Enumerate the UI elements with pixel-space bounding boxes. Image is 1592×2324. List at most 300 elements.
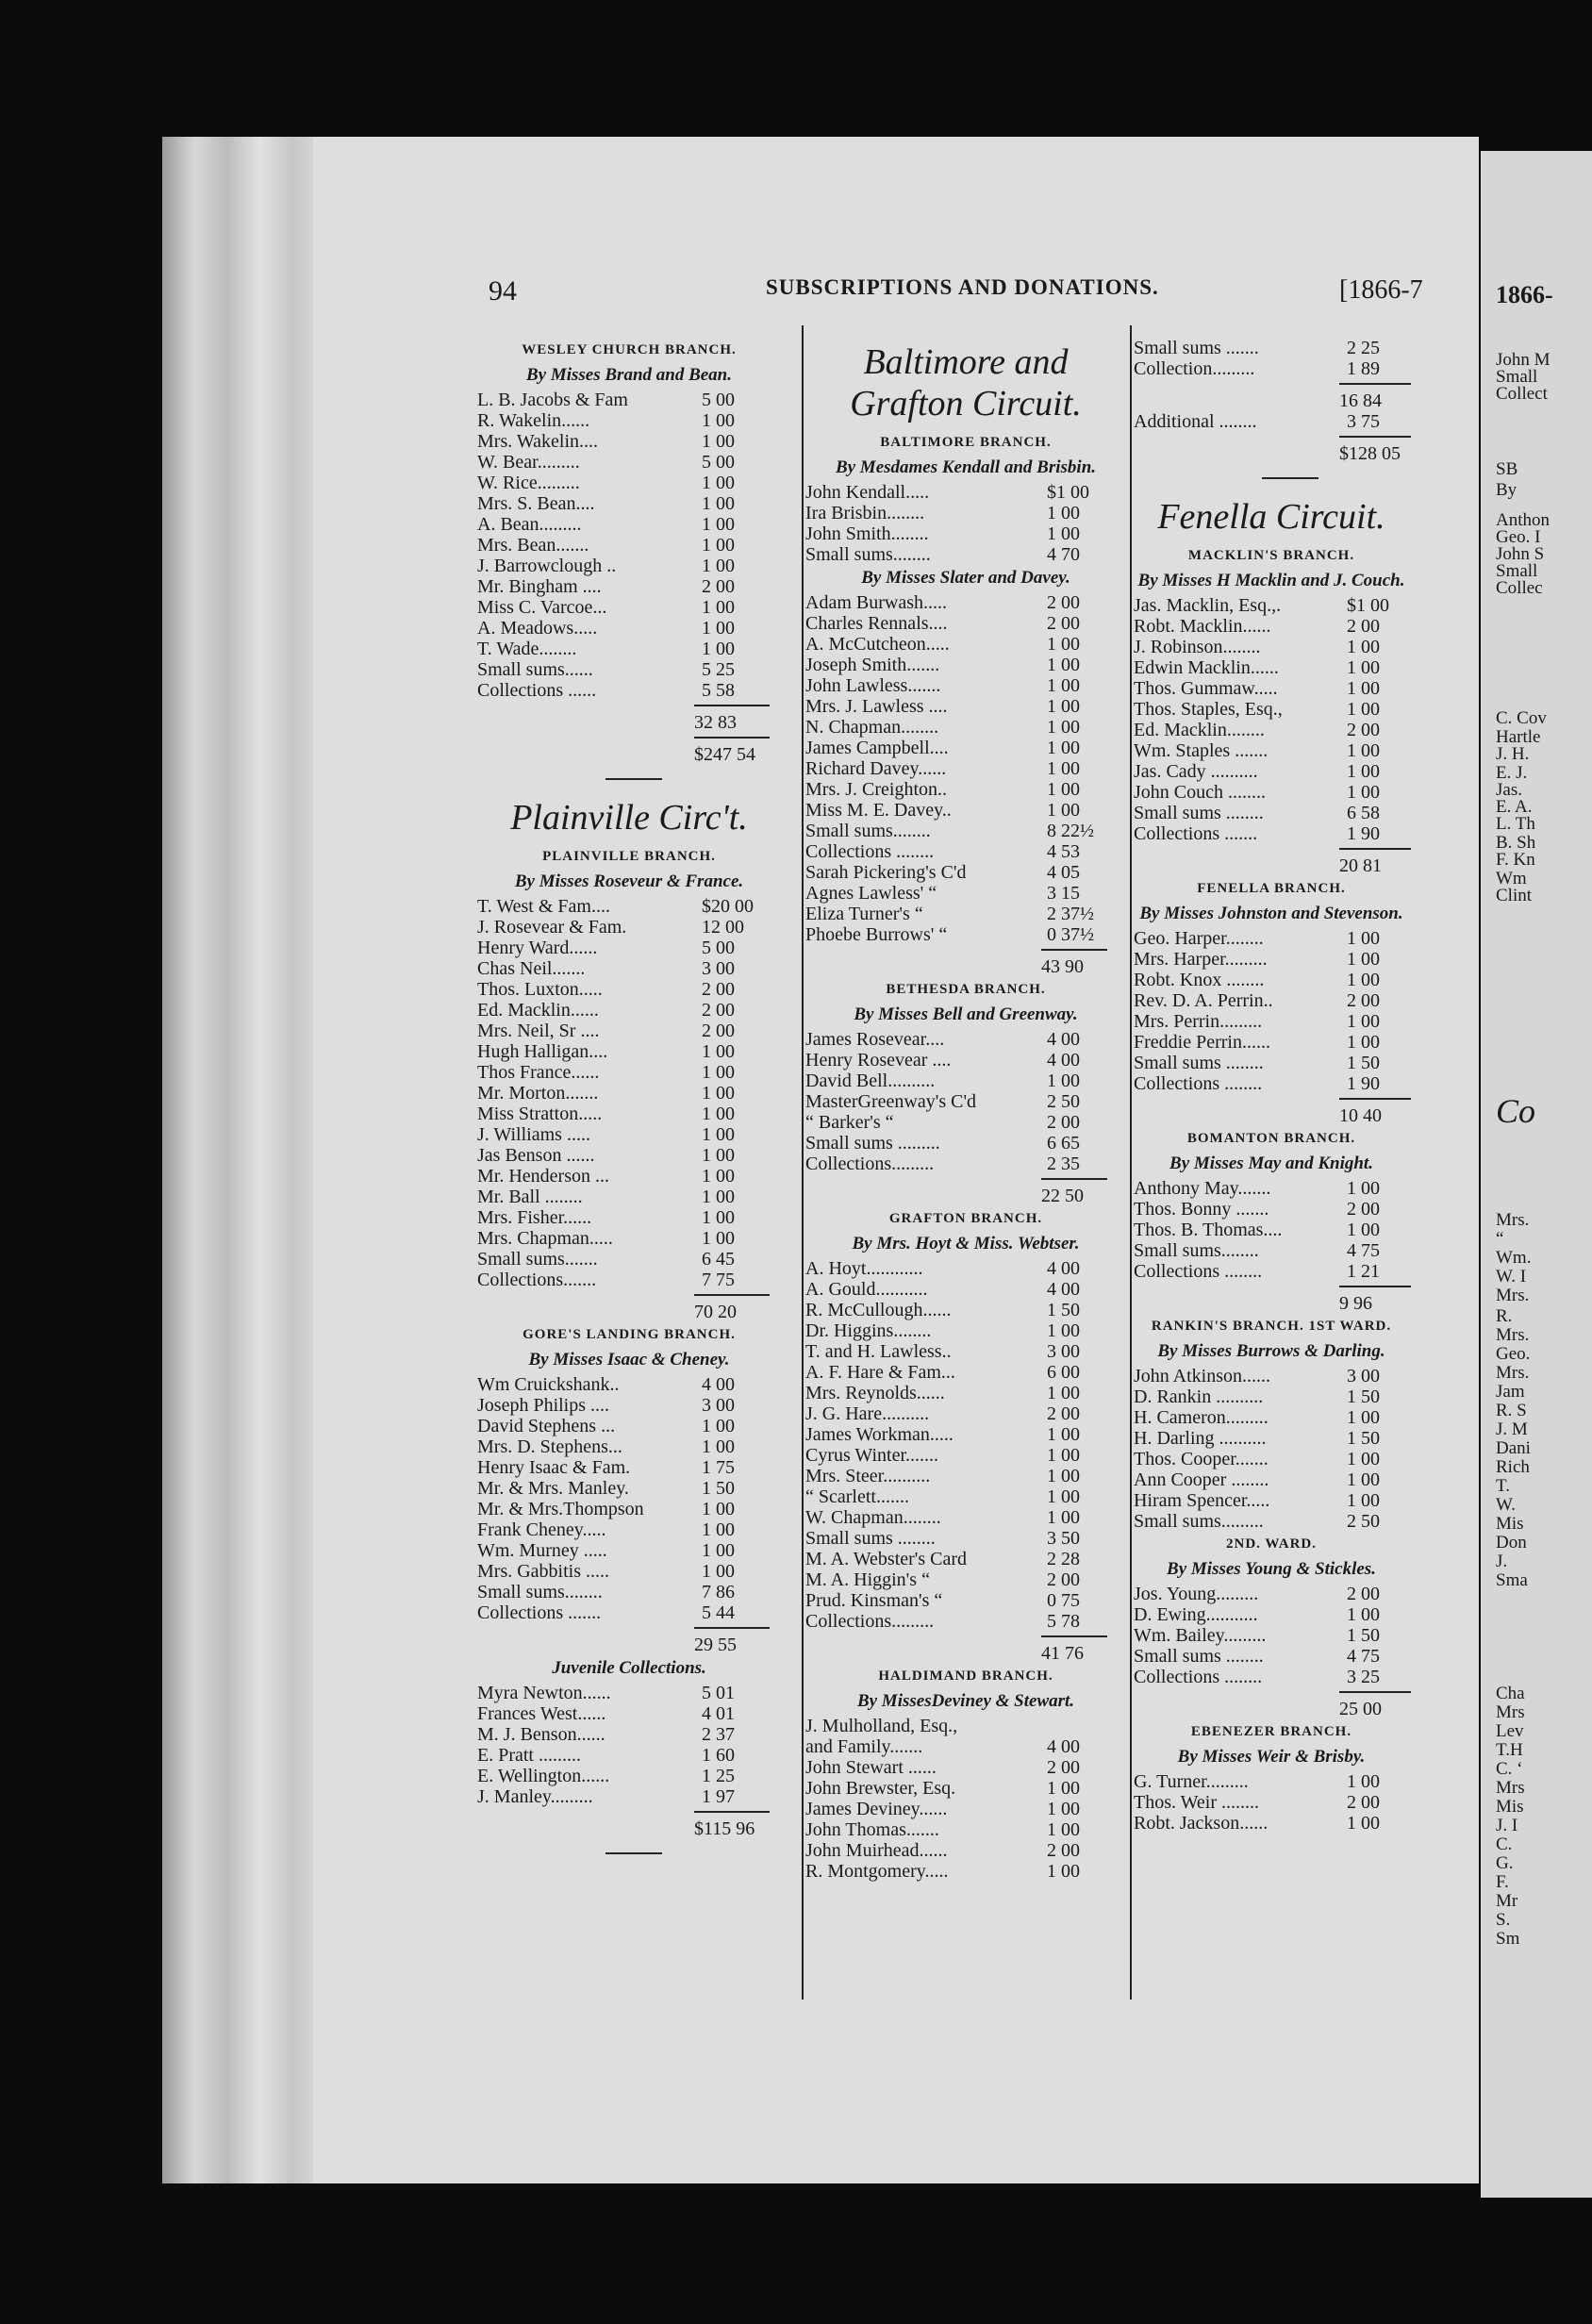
list-item	[473, 1786, 785, 1807]
list-item	[473, 938, 785, 958]
donation-amount: 2 00	[1047, 1840, 1080, 1861]
donor-name: A. Hoyt............	[805, 1258, 923, 1279]
list-item	[802, 1819, 1130, 1840]
donor-name: W. Bear.........	[477, 452, 580, 473]
donor-name: Small sums.......	[477, 1249, 598, 1270]
donation-amount: 1 00	[702, 1207, 735, 1228]
donation-amount: 2 00	[702, 979, 735, 1000]
donation-amount: 1 00	[1047, 800, 1080, 821]
facing-page-text: By	[1496, 480, 1517, 500]
donor-name: Collections ........	[805, 841, 935, 862]
facing-page-text: J. I	[1496, 1816, 1518, 1835]
collectors-line: By Misses H Macklin and J. Couch.	[1137, 571, 1405, 590]
donation-amount: 1 00	[1047, 634, 1080, 655]
list-item	[473, 1478, 785, 1499]
facing-page-text: C. ‘	[1496, 1759, 1523, 1779]
donor-name: Small sums .........	[805, 1133, 940, 1154]
facing-page-text: S.	[1496, 1910, 1511, 1930]
facing-page-text: J. H.	[1496, 744, 1530, 764]
donation-amount: 1 00	[1047, 523, 1080, 544]
list-item	[473, 1021, 785, 1041]
donation-amount: 1 00	[1347, 1449, 1380, 1469]
donor-name: Collections .......	[477, 1602, 602, 1623]
list-item	[473, 979, 785, 1000]
donor-name: Small sums........	[805, 821, 931, 841]
subtotal	[802, 1632, 1130, 1664]
donor-name: J. Robinson........	[1134, 637, 1261, 657]
donation-amount: 2 00	[1047, 613, 1080, 634]
donation-amount: 1 00	[1047, 1445, 1080, 1466]
facing-page-text: Mrs.	[1496, 1286, 1530, 1305]
list-item	[802, 717, 1130, 738]
list-item	[802, 592, 1130, 613]
donor-name: Small sums........	[1134, 1240, 1259, 1261]
list-item	[802, 1112, 1130, 1133]
donation-amount: 1 00	[1047, 717, 1080, 738]
donation-amount: 1 60	[702, 1745, 735, 1766]
donor-name: Mrs. Perrin.........	[1134, 1011, 1263, 1032]
donor-name: Ann Cooper ........	[1134, 1469, 1269, 1490]
list-item	[802, 1258, 1130, 1279]
donation-amount: 5 44	[702, 1602, 735, 1623]
list-item	[473, 1000, 785, 1021]
donation-amount: 1 00	[1047, 1799, 1080, 1819]
list-item	[1130, 990, 1413, 1011]
donation-amount: 2 28	[1047, 1549, 1080, 1569]
list-item	[473, 1582, 785, 1602]
list-item	[802, 613, 1130, 634]
list-item	[1130, 1386, 1413, 1407]
donation-amount: 1 00	[702, 514, 735, 535]
list-item	[1130, 928, 1413, 949]
list-item	[473, 556, 785, 576]
list-item	[802, 544, 1130, 565]
facing-page-text: E. A.	[1496, 797, 1533, 817]
donation-amount: 1 90	[1347, 823, 1380, 844]
donation-amount: 7 86	[702, 1582, 735, 1602]
facing-page-text: Co	[1496, 1092, 1536, 1130]
subtotal	[473, 701, 785, 733]
list-item	[1130, 970, 1413, 990]
donation-amount: 3 25	[1347, 1667, 1380, 1687]
donation-amount: 1 25	[702, 1766, 735, 1786]
donor-name: Thos. Luxton.....	[477, 979, 603, 1000]
list-item	[473, 1145, 785, 1166]
donor-name: Agnes Lawless' “	[805, 883, 937, 904]
donor-name: Mr. & Mrs.Thompson	[477, 1499, 644, 1519]
collectors-line: By Misses Burrows & Darling.	[1157, 1341, 1385, 1361]
list-item	[473, 1249, 785, 1270]
donation-amount: 1 00	[1047, 1466, 1080, 1486]
donation-amount: 1 00	[1347, 761, 1380, 782]
donor-name: Miss M. E. Davey..	[805, 800, 952, 821]
list-item	[802, 1362, 1130, 1383]
donation-amount: 2 00	[1347, 990, 1380, 1011]
list-item	[473, 1561, 785, 1582]
list-item	[1130, 338, 1413, 358]
facing-page-text: “	[1496, 1229, 1504, 1249]
facing-page-text: Clint	[1496, 886, 1533, 905]
collectors-line: Juvenile Collections.	[552, 1658, 706, 1678]
list-item	[473, 1745, 785, 1766]
subtotal	[1130, 844, 1413, 876]
subtotal-amount: 9 96	[1339, 1293, 1372, 1314]
donation-amount: 4 00	[1047, 1029, 1080, 1050]
donor-name: Frank Cheney.....	[477, 1519, 606, 1540]
list-item	[473, 1207, 785, 1228]
facing-page-text: Mr	[1496, 1891, 1518, 1911]
collectors-line: By Misses Johnston and Stevenson.	[1139, 904, 1403, 923]
donor-name: Anthony May.......	[1134, 1178, 1271, 1199]
donor-name: Mr. Ball ........	[477, 1187, 583, 1207]
list-item	[802, 1154, 1130, 1174]
donor-name: G. Turner.........	[1134, 1771, 1249, 1792]
subtotal-amount: 29 55	[694, 1635, 737, 1655]
facing-page-text: J.	[1496, 1552, 1508, 1571]
donor-name: T. West & Fam....	[477, 896, 610, 917]
donation-amount: 1 00	[702, 1145, 735, 1166]
list-item	[1130, 699, 1413, 720]
donor-name: Dr. Higgins........	[805, 1320, 932, 1341]
branch-heading: 2ND. WARD.	[1226, 1536, 1317, 1552]
list-item	[1130, 411, 1413, 432]
subtotal-amount: $247 54	[694, 744, 755, 765]
donor-name: Phoebe Burrows' “	[805, 924, 948, 945]
donation-amount: 1 50	[1347, 1053, 1380, 1073]
list-item	[1130, 1604, 1413, 1625]
donor-name: James Campbell....	[805, 738, 949, 758]
list-item	[802, 675, 1130, 696]
donation-amount: 4 00	[702, 1374, 735, 1395]
donation-amount: 1 00	[1347, 699, 1380, 720]
donor-name: Hugh Halligan....	[477, 1041, 608, 1062]
donor-name: Ed. Macklin........	[1134, 720, 1265, 740]
donor-name: Thos. Gummaw.....	[1134, 678, 1278, 699]
donor-name: E. Pratt .........	[477, 1745, 581, 1766]
list-item	[1130, 740, 1413, 761]
donor-name: Collections ........	[1134, 1667, 1263, 1687]
donation-amount: 1 00	[1047, 1486, 1080, 1507]
facing-page-text: F. Kn	[1496, 850, 1535, 870]
facing-page-text: Dani	[1496, 1438, 1531, 1458]
donor-name: Small sums ........	[1134, 1646, 1264, 1667]
donor-name: Robt. Macklin......	[1134, 616, 1271, 637]
donation-amount: 1 00	[702, 1041, 735, 1062]
branch-heading: RANKIN'S BRANCH. 1ST WARD.	[1151, 1319, 1392, 1334]
donor-name: Mr. Morton.......	[477, 1083, 599, 1104]
list-item	[1130, 1625, 1413, 1646]
facing-page-text: Geo. I	[1496, 527, 1541, 547]
list-item	[1130, 782, 1413, 803]
donation-amount: 1 00	[702, 1436, 735, 1457]
section-divider	[473, 765, 785, 793]
facing-page-text: Geo.	[1496, 1344, 1531, 1364]
donation-amount: $1 00	[1047, 482, 1089, 503]
facing-page-fragment	[1481, 151, 1592, 2198]
list-item	[802, 503, 1130, 523]
donor-name: James Rosevear....	[805, 1029, 945, 1050]
donor-name: Cyrus Winter.......	[805, 1445, 939, 1466]
list-item	[802, 1611, 1130, 1632]
donor-name: J. Mulholland, Esq.,	[805, 1716, 958, 1736]
donor-name: Myra Newton......	[477, 1683, 611, 1703]
donation-amount: 1 00	[702, 1499, 735, 1519]
donation-amount: 1 00	[1347, 637, 1380, 657]
subtotal-amount: 20 81	[1339, 855, 1382, 876]
donor-name: Frances West......	[477, 1703, 606, 1724]
donor-name: Small sums ........	[1134, 803, 1264, 823]
donor-name: Mr. Bingham ....	[477, 576, 602, 597]
facing-page-text: Mis	[1496, 1797, 1524, 1817]
donation-amount: 4 75	[1347, 1646, 1380, 1667]
donation-amount: 3 00	[1347, 1366, 1380, 1386]
list-item	[802, 1549, 1130, 1569]
donor-name: John Lawless.......	[805, 675, 941, 696]
donor-name: J. Williams .....	[477, 1124, 590, 1145]
donation-amount: 1 21	[1347, 1261, 1380, 1282]
subtotal	[473, 1290, 785, 1322]
list-item	[802, 1050, 1130, 1071]
branch-heading: GRAFTON BRANCH.	[888, 1211, 1043, 1226]
list-item	[473, 1041, 785, 1062]
donation-amount: 2 25	[1347, 338, 1380, 358]
donor-name: Mrs. J. Lawless ....	[805, 696, 948, 717]
donor-name: M. A. Higgin's “	[805, 1569, 930, 1590]
donation-amount: 1 00	[702, 535, 735, 556]
facing-page-text: B. Sh	[1496, 833, 1536, 853]
donor-name: Wm. Bailey.........	[1134, 1625, 1267, 1646]
donation-amount: 1 75	[702, 1457, 735, 1478]
subtotal	[1130, 1282, 1413, 1314]
list-item	[1130, 1199, 1413, 1220]
list-item	[802, 1029, 1130, 1050]
subtotal-amount: 16 84	[1339, 390, 1382, 411]
donation-amount: 4 70	[1047, 544, 1080, 565]
list-item	[802, 1861, 1130, 1882]
subtotal-rule	[1041, 1635, 1107, 1637]
donation-amount: 4 05	[1047, 862, 1080, 883]
list-item	[802, 1778, 1130, 1799]
donation-amount: 7 75	[702, 1270, 735, 1290]
list-item	[473, 597, 785, 618]
donor-name: Thos. Staples, Esq.,	[1134, 699, 1283, 720]
list-item	[802, 1466, 1130, 1486]
donation-amount: 1 00	[702, 1083, 735, 1104]
subtotal-amount: 70 20	[694, 1302, 737, 1322]
list-item	[802, 924, 1130, 945]
list-item	[473, 535, 785, 556]
list-item	[802, 1071, 1130, 1091]
donation-amount: 4 00	[1047, 1279, 1080, 1300]
donation-amount: 2 00	[1347, 720, 1380, 740]
donor-name: Eliza Turner's “	[805, 904, 923, 924]
facing-page-text: John M	[1496, 350, 1551, 370]
donor-name: M. J. Benson......	[477, 1724, 605, 1745]
donation-amount: 2 50	[1047, 1091, 1080, 1112]
donation-amount: 2 00	[702, 1000, 735, 1021]
donation-amount: 8 22½	[1047, 821, 1094, 841]
list-item	[802, 655, 1130, 675]
donor-name: Mrs. Steer..........	[805, 1466, 931, 1486]
list-item	[802, 800, 1130, 821]
list-item	[473, 1416, 785, 1436]
branch-heading: EBENEZER BRANCH.	[1190, 1724, 1352, 1739]
list-item	[473, 1374, 785, 1395]
donor-name: Small sums........	[805, 544, 931, 565]
donation-amount: 1 50	[1347, 1625, 1380, 1646]
circuit-title: Fenella Circuit.	[1157, 497, 1385, 537]
donor-name: Jas. Macklin, Esq.,.	[1134, 595, 1282, 616]
divider-line	[605, 778, 662, 780]
subtotal-rule	[1339, 848, 1411, 850]
donation-amount: 2 00	[1047, 1403, 1080, 1424]
facing-page-text: Small	[1496, 367, 1538, 387]
donation-amount: 1 00	[702, 1519, 735, 1540]
donor-name: Joseph Smith.......	[805, 655, 940, 675]
list-item	[802, 1569, 1130, 1590]
donation-amount: 1 00	[1347, 782, 1380, 803]
facing-page-text: Mis	[1496, 1514, 1524, 1534]
donation-amount: 1 00	[1047, 1778, 1080, 1799]
donor-name: Jos. Young.........	[1134, 1584, 1259, 1604]
donor-name: Richard Davey......	[805, 758, 947, 779]
circuit-title: Baltimore and Grafton Circuit.	[850, 342, 1082, 423]
list-item	[1130, 720, 1413, 740]
list-item	[1130, 1490, 1413, 1511]
list-item	[802, 1320, 1130, 1341]
donation-amount: 1 00	[702, 1540, 735, 1561]
list-item	[1130, 1011, 1413, 1032]
donation-amount: 1 00	[702, 410, 735, 431]
donor-name: H. Darling ..........	[1134, 1428, 1267, 1449]
donor-name: L. B. Jacobs & Fam	[477, 390, 628, 410]
list-item	[802, 1424, 1130, 1445]
donation-amount: 1 00	[1347, 970, 1380, 990]
list-item	[473, 917, 785, 938]
donor-name: James Workman.....	[805, 1424, 954, 1445]
facing-page-text: Anthon	[1496, 510, 1550, 530]
facing-page-text: Wm.	[1496, 1248, 1532, 1268]
donor-name: J. G. Hare..........	[805, 1403, 930, 1424]
facing-page-text: John S	[1496, 544, 1545, 564]
list-item	[473, 452, 785, 473]
facing-page-text: G.	[1496, 1853, 1514, 1873]
donation-amount: 6 00	[1047, 1362, 1080, 1383]
donor-name: A. Gould...........	[805, 1279, 928, 1300]
donor-name: Mrs. Harper.........	[1134, 949, 1268, 970]
facing-page-text: Wm	[1496, 869, 1527, 888]
donation-amount: 1 50	[1047, 1300, 1080, 1320]
facing-page-text: Sma	[1496, 1570, 1528, 1590]
donor-name: Mr. & Mrs. Manley.	[477, 1478, 629, 1499]
donor-name: Small sums ........	[1134, 1053, 1264, 1073]
donor-name: Collections .......	[1134, 823, 1258, 844]
collectors-line: By Mesdames Kendall and Brisbin.	[835, 457, 1097, 477]
list-item	[473, 1766, 785, 1786]
donor-name: W. Rice.........	[477, 473, 580, 493]
donor-name: Mrs. D. Stephens...	[477, 1436, 622, 1457]
donor-name: Small sums ........	[805, 1528, 936, 1549]
facing-page-text: R.	[1496, 1306, 1513, 1326]
list-item	[1130, 1240, 1413, 1261]
column-3	[1130, 338, 1413, 1834]
donor-name: James Deviney......	[805, 1799, 948, 1819]
donation-amount: 2 00	[1347, 1792, 1380, 1813]
divider-line	[1262, 477, 1318, 479]
list-item	[1130, 1407, 1413, 1428]
donation-amount: 1 00	[1047, 655, 1080, 675]
subtotal-rule	[694, 1811, 770, 1813]
donor-name: Mrs. Wakelin....	[477, 431, 599, 452]
list-item	[802, 1840, 1130, 1861]
facing-page-text: L. Th	[1496, 814, 1535, 834]
column-1	[473, 338, 785, 1868]
donor-name: John Brewster, Esq.	[805, 1778, 956, 1799]
subtotal	[1130, 432, 1413, 464]
donation-amount: 2 37½	[1047, 904, 1094, 924]
list-item	[473, 1124, 785, 1145]
donor-name: Edwin Macklin......	[1134, 657, 1279, 678]
donation-amount: 5 00	[702, 390, 735, 410]
divider-line	[605, 1852, 662, 1854]
subtotal-rule	[694, 737, 770, 739]
donation-amount: 6 45	[702, 1249, 735, 1270]
facing-page-text: Jas.	[1496, 780, 1522, 800]
list-item	[473, 680, 785, 701]
facing-page-text: Small	[1496, 561, 1538, 581]
subtotal-amount: 10 40	[1339, 1105, 1382, 1126]
subtotal	[1130, 379, 1413, 411]
subtotal-rule	[694, 705, 770, 706]
donation-amount: 1 00	[1047, 1320, 1080, 1341]
donor-name: Mrs. J. Creighton..	[805, 779, 947, 800]
donation-amount: 1 50	[1347, 1428, 1380, 1449]
facing-page-text: F.	[1496, 1872, 1509, 1892]
donor-name: J. Barrowclough ..	[477, 556, 617, 576]
donation-amount: 3 75	[1347, 411, 1380, 432]
donor-name: “ Barker's “	[805, 1112, 894, 1133]
donor-name: T. Wade........	[477, 639, 577, 659]
donor-name: Henry Isaac & Fam.	[477, 1457, 631, 1478]
collectors-line: By Misses Roseveur & France.	[514, 872, 744, 891]
donor-name: Mrs. S. Bean....	[477, 493, 595, 514]
facing-page-text: W.	[1496, 1495, 1516, 1515]
list-item	[1130, 803, 1413, 823]
donor-name: Jas. Cady ..........	[1134, 761, 1258, 782]
facing-page-text: E. J.	[1496, 763, 1528, 783]
list-item	[802, 1757, 1130, 1778]
donor-name: Thos. Bonny .......	[1134, 1199, 1269, 1220]
subtotal-amount: 41 76	[1041, 1643, 1084, 1664]
donation-amount: 1 00	[702, 473, 735, 493]
list-item	[1130, 1178, 1413, 1199]
donor-name: Mrs. Fisher......	[477, 1207, 592, 1228]
donor-name: Chas Neil.......	[477, 958, 586, 979]
donor-name: Joseph Philips ....	[477, 1395, 610, 1416]
facing-page-text: W. I	[1496, 1267, 1527, 1286]
donation-amount: 3 00	[702, 958, 735, 979]
column-2	[802, 338, 1130, 1882]
list-item	[1130, 1073, 1413, 1094]
branch-heading: FENELLA BRANCH.	[1197, 881, 1346, 896]
facing-page-text: Mrs	[1496, 1702, 1525, 1722]
list-item	[1130, 1366, 1413, 1386]
donor-name: MasterGreenway's C'd	[805, 1091, 977, 1112]
donor-name: and Family.......	[805, 1736, 923, 1757]
facing-page-text: Mrs	[1496, 1778, 1525, 1798]
facing-page-text: Mrs.	[1496, 1210, 1530, 1230]
donation-amount: 1 00	[1347, 1771, 1380, 1792]
